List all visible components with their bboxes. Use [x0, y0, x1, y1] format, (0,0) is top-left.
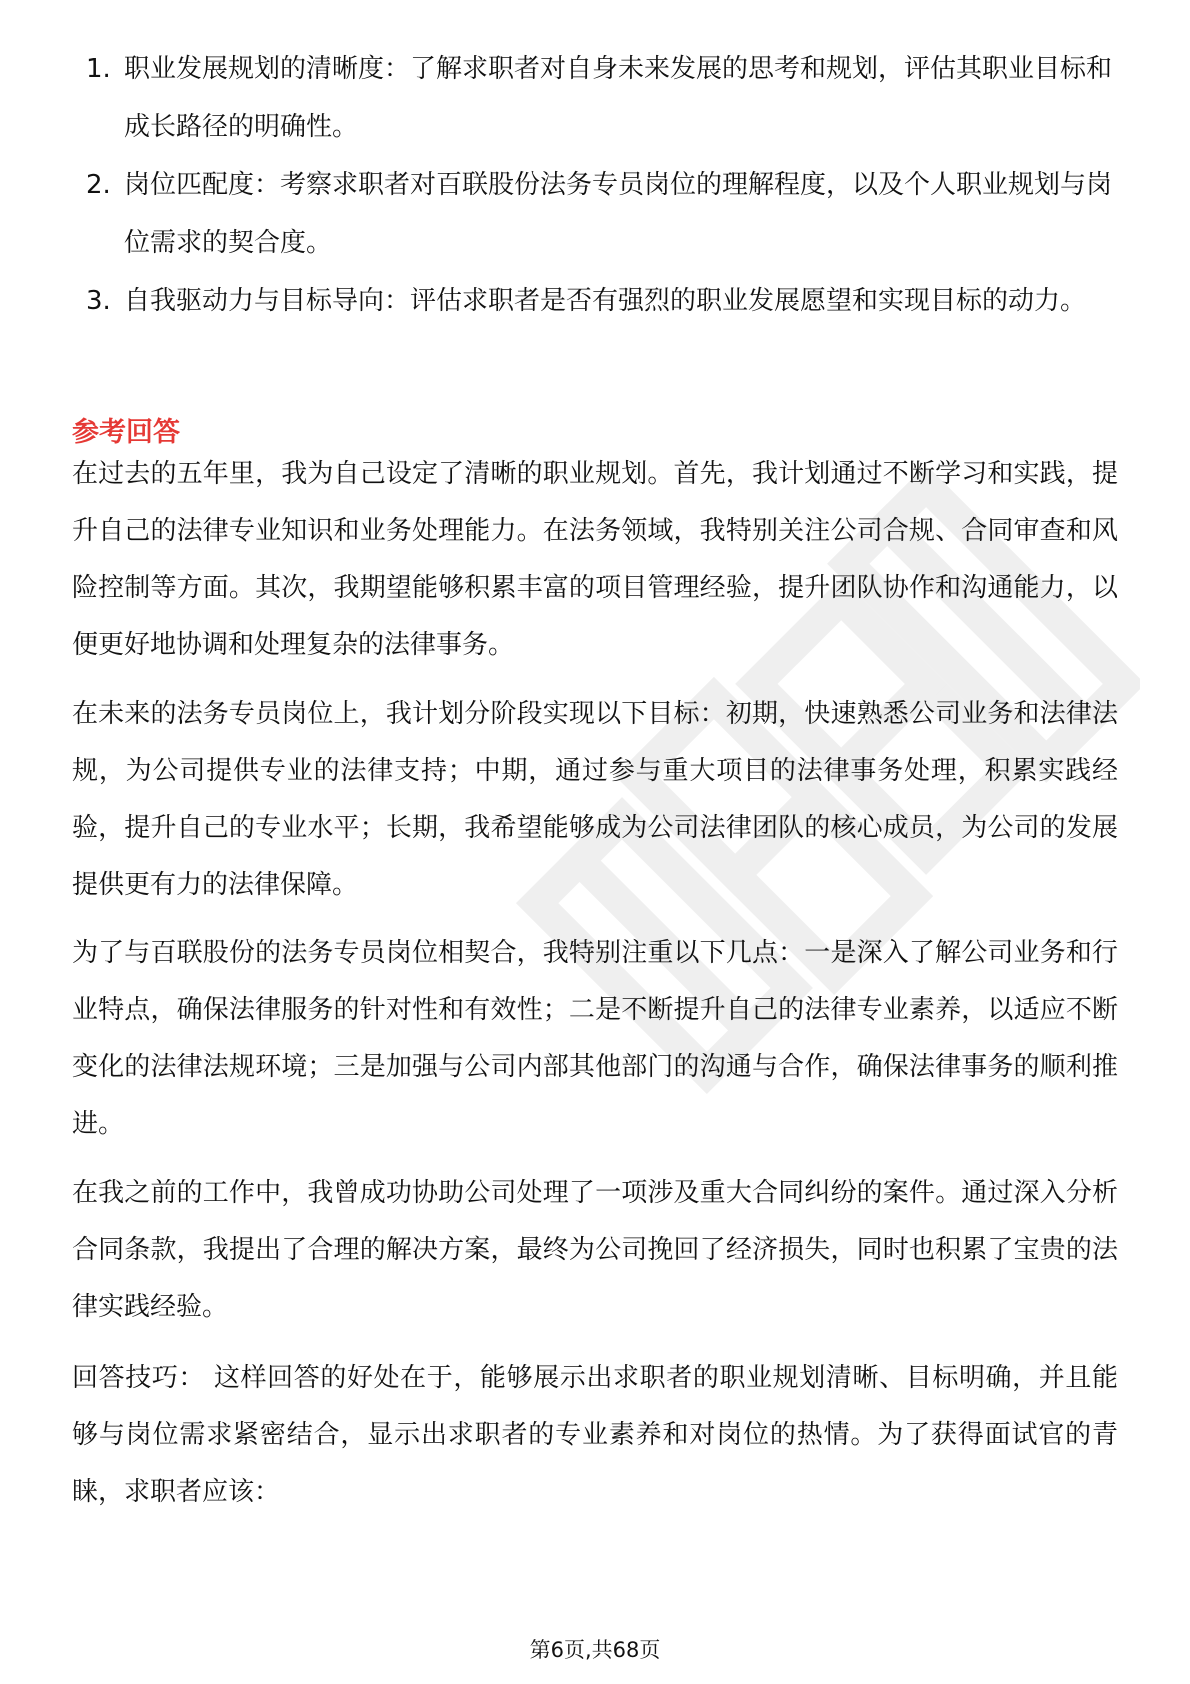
criteria-text: 自我驱动力与目标导向：评估求职者是否有强烈的职业发展愿望和实现目标的动力。	[124, 286, 1087, 316]
criteria-text: 岗位匹配度：考察求职者对百联股份法务专员岗位的理解程度，以及个人职业规划与岗位需求的契合度。	[124, 170, 1113, 258]
list-number: 2.	[86, 170, 111, 200]
answer-heading: 参考回答	[72, 417, 180, 448]
criteria-item	[80, 156, 1120, 272]
criteria-item	[80, 40, 1120, 156]
answer-paragraph: 在我之前的工作中，我曾成功协助公司处理了一项涉及重大合同纠纷的案件。通过深入分析合同条款，我提出了合理的解决方案，最终为公司挽回了经济损失，同时也积累了宝贵的法律实践经验。	[72, 1178, 1118, 1322]
page-number-footer: 第6页,共68页	[529, 1638, 661, 1662]
criteria-item	[80, 272, 1120, 330]
list-number: 3.	[86, 286, 111, 316]
evaluation-criteria-list	[80, 40, 1120, 330]
answer-paragraph: 为了与百联股份的法务专员岗位相契合，我特别注重以下几点：一是深入了解公司业务和行业特点，确保法律服务的针对性和有效性；二是不断提升自己的法律专业素养，以适应不断变化的法律法规环境；三是加强与公司内部其他部门的沟通与合作，确保法律事务的顺利推进。	[72, 938, 1118, 1139]
criteria-text: 职业发展规划的清晰度：了解求职者对自身未来发展的思考和规划，评估其职业目标和成长路径的明确性。	[124, 54, 1113, 142]
tips-paragraph: 回答技巧： 这样回答的好处在于，能够展示出求职者的职业规划清晰、目标明确，并且能够与岗位需求紧密结合，显示出求职者的专业素养和对岗位的热情。为了获得面试官的青睐，求职者应该：	[72, 1363, 1118, 1507]
list-number: 1.	[86, 54, 111, 84]
answer-paragraph: 在未来的法务专员岗位上，我计划分阶段实现以下目标：初期，快速熟悉公司业务和法律法规，为公司提供专业的法律支持；中期，通过参与重大项目的法律事务处理，积累实践经验，提升自己的专业水平；长期，我希望能够成为公司法律团队的核心成员，为公司的发展提供更有力的法律保障。	[72, 699, 1118, 900]
answer-paragraph: 在过去的五年里，我为自己设定了清晰的职业规划。首先，我计划通过不断学习和实践，提升自己的法律专业知识和业务处理能力。在法务领域，我特别关注公司合规、合同审查和风险控制等方面。其次，我期望能够积累丰富的项目管理经验，提升团队协作和沟通能力，以便更好地协调和处理复杂的法律事务。	[72, 459, 1118, 660]
